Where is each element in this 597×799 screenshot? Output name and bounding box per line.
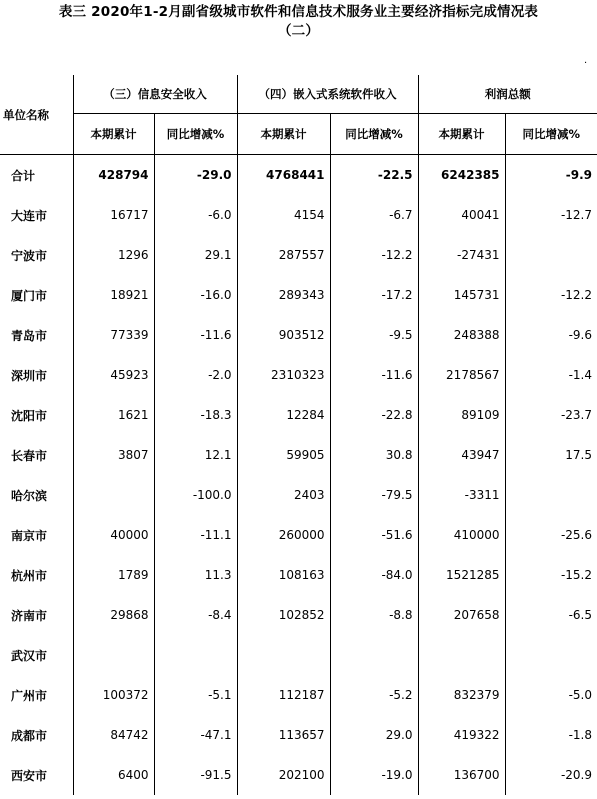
table-row bbox=[0, 555, 597, 595]
row-name: 合计 bbox=[0, 155, 73, 196]
cell-embedded-yoy: -9.5 bbox=[330, 315, 418, 355]
cell-security-current: 1789 bbox=[73, 555, 154, 595]
cell-profit-yoy: -6.5 bbox=[505, 595, 597, 635]
row-name: 广州市 bbox=[0, 675, 73, 715]
cell-security-current: 77339 bbox=[73, 315, 154, 355]
header-group-embedded: （四）嵌入式系统软件收入 bbox=[237, 75, 418, 114]
cell-profit-yoy: -9.6 bbox=[505, 315, 597, 355]
cell-security-current: 1296 bbox=[73, 235, 154, 275]
cell-embedded-yoy: -22.5 bbox=[330, 155, 418, 196]
cell-embedded-current: 12284 bbox=[237, 395, 330, 435]
cell-profit-yoy: 17.5 bbox=[505, 435, 597, 475]
cell-embedded-current: 287557 bbox=[237, 235, 330, 275]
cell-security-current: 18921 bbox=[73, 275, 154, 315]
header-group-security: （三）信息安全收入 bbox=[73, 75, 237, 114]
cell-profit-current: 419322 bbox=[418, 715, 505, 755]
cell-embedded-current: 113657 bbox=[237, 715, 330, 755]
cell-security-current: 16717 bbox=[73, 195, 154, 235]
cell-security-current: 45923 bbox=[73, 355, 154, 395]
cell-embedded-yoy: -12.2 bbox=[330, 235, 418, 275]
table-row bbox=[0, 515, 597, 555]
cell-security-yoy: -8.4 bbox=[154, 595, 237, 635]
cell-profit-current: 410000 bbox=[418, 515, 505, 555]
table-row bbox=[0, 475, 597, 515]
header-yoy: 同比增减% bbox=[505, 114, 597, 155]
row-name: 长春市 bbox=[0, 435, 73, 475]
title-line-2: （二） bbox=[277, 23, 320, 39]
cell-profit-yoy: -9.9 bbox=[505, 155, 597, 196]
cell-embedded-yoy: 29.0 bbox=[330, 715, 418, 755]
table-row bbox=[0, 235, 597, 275]
cell-profit-yoy: -23.7 bbox=[505, 395, 597, 435]
cell-security-yoy: 29.1 bbox=[154, 235, 237, 275]
cell-security-current: 29868 bbox=[73, 595, 154, 635]
cell-security-yoy: -91.5 bbox=[154, 755, 237, 795]
cell-profit-yoy: -5.0 bbox=[505, 675, 597, 715]
cell-profit-current: 145731 bbox=[418, 275, 505, 315]
cell-embedded-yoy: -51.6 bbox=[330, 515, 418, 555]
cell-security-yoy: -29.0 bbox=[154, 155, 237, 196]
cell-security-current: 428794 bbox=[73, 155, 154, 196]
table-body bbox=[0, 155, 597, 796]
row-name: 济南市 bbox=[0, 595, 73, 635]
table-row bbox=[0, 715, 597, 755]
cell-profit-current: 43947 bbox=[418, 435, 505, 475]
cell-security-current: 1621 bbox=[73, 395, 154, 435]
row-name: 大连市 bbox=[0, 195, 73, 235]
cell-profit-yoy: -15.2 bbox=[505, 555, 597, 595]
cell-embedded-current: 2310323 bbox=[237, 355, 330, 395]
header-current: 本期累计 bbox=[237, 114, 330, 155]
row-name: 南京市 bbox=[0, 515, 73, 555]
table-row bbox=[0, 155, 597, 196]
table-row bbox=[0, 395, 597, 435]
cell-profit-current: 40041 bbox=[418, 195, 505, 235]
header-yoy: 同比增减% bbox=[330, 114, 418, 155]
cell-embedded-current: 112187 bbox=[237, 675, 330, 715]
cell-security-yoy: -11.1 bbox=[154, 515, 237, 555]
cell-embedded-current: 289343 bbox=[237, 275, 330, 315]
cell-security-yoy: -100.0 bbox=[154, 475, 237, 515]
cell-security-yoy: 11.3 bbox=[154, 555, 237, 595]
cell-security-yoy: -6.0 bbox=[154, 195, 237, 235]
table-row bbox=[0, 355, 597, 395]
cell-embedded-yoy: -22.8 bbox=[330, 395, 418, 435]
cell-profit-current: 248388 bbox=[418, 315, 505, 355]
cell-profit-yoy: -20.9 bbox=[505, 755, 597, 795]
header-unit-name: 单位名称 bbox=[0, 75, 73, 155]
cell-profit-current: -3311 bbox=[418, 475, 505, 515]
cell-profit-current: 2178567 bbox=[418, 355, 505, 395]
cell-security-yoy: -47.1 bbox=[154, 715, 237, 755]
row-name: 厦门市 bbox=[0, 275, 73, 315]
cell-security-yoy: -18.3 bbox=[154, 395, 237, 435]
cell-embedded-current bbox=[237, 635, 330, 675]
cell-embedded-yoy: -17.2 bbox=[330, 275, 418, 315]
row-name: 青岛市 bbox=[0, 315, 73, 355]
cell-embedded-yoy: 30.8 bbox=[330, 435, 418, 475]
table-row bbox=[0, 435, 597, 475]
cell-profit-yoy bbox=[505, 475, 597, 515]
cell-profit-yoy bbox=[505, 235, 597, 275]
cell-embedded-yoy: -5.2 bbox=[330, 675, 418, 715]
cell-security-yoy: -16.0 bbox=[154, 275, 237, 315]
cell-embedded-yoy: -6.7 bbox=[330, 195, 418, 235]
cell-security-yoy: -2.0 bbox=[154, 355, 237, 395]
cell-security-current: 84742 bbox=[73, 715, 154, 755]
cell-profit-yoy: -1.4 bbox=[505, 355, 597, 395]
cell-embedded-current: 260000 bbox=[237, 515, 330, 555]
cell-profit-current: -27431 bbox=[418, 235, 505, 275]
cell-security-yoy: -5.1 bbox=[154, 675, 237, 715]
cell-embedded-current: 2403 bbox=[237, 475, 330, 515]
cell-embedded-yoy: -79.5 bbox=[330, 475, 418, 515]
indicator-table bbox=[0, 75, 597, 795]
row-name: 沈阳市 bbox=[0, 395, 73, 435]
cell-security-yoy: -11.6 bbox=[154, 315, 237, 355]
cell-embedded-current: 202100 bbox=[237, 755, 330, 795]
cell-security-current: 3807 bbox=[73, 435, 154, 475]
cell-security-current: 40000 bbox=[73, 515, 154, 555]
table-row bbox=[0, 755, 597, 795]
cell-profit-current: 136700 bbox=[418, 755, 505, 795]
cell-embedded-yoy: -11.6 bbox=[330, 355, 418, 395]
cell-embedded-current: 108163 bbox=[237, 555, 330, 595]
header-current: 本期累计 bbox=[418, 114, 505, 155]
table-row bbox=[0, 675, 597, 715]
table-row bbox=[0, 595, 597, 635]
cell-profit-yoy: -1.8 bbox=[505, 715, 597, 755]
table-row bbox=[0, 275, 597, 315]
row-name: 宁波市 bbox=[0, 235, 73, 275]
cell-security-current: 6400 bbox=[73, 755, 154, 795]
unit-mark: . bbox=[584, 55, 588, 66]
header-group-profit: 利润总额 bbox=[418, 75, 597, 114]
row-name: 哈尔滨 bbox=[0, 475, 73, 515]
cell-embedded-current: 4154 bbox=[237, 195, 330, 235]
cell-profit-current: 89109 bbox=[418, 395, 505, 435]
cell-profit-current bbox=[418, 635, 505, 675]
cell-security-current: 100372 bbox=[73, 675, 154, 715]
cell-embedded-current: 903512 bbox=[237, 315, 330, 355]
header-yoy: 同比增减% bbox=[154, 114, 237, 155]
cell-embedded-yoy: -84.0 bbox=[330, 555, 418, 595]
table-row bbox=[0, 315, 597, 355]
cell-security-current bbox=[73, 635, 154, 675]
cell-embedded-current: 102852 bbox=[237, 595, 330, 635]
cell-profit-current: 6242385 bbox=[418, 155, 505, 196]
cell-profit-current: 1521285 bbox=[418, 555, 505, 595]
cell-embedded-current: 4768441 bbox=[237, 155, 330, 196]
header-current: 本期累计 bbox=[73, 114, 154, 155]
cell-security-current bbox=[73, 475, 154, 515]
cell-embedded-current: 59905 bbox=[237, 435, 330, 475]
cell-embedded-yoy: -8.8 bbox=[330, 595, 418, 635]
cell-profit-yoy: -25.6 bbox=[505, 515, 597, 555]
cell-profit-current: 207658 bbox=[418, 595, 505, 635]
cell-embedded-yoy: -19.0 bbox=[330, 755, 418, 795]
cell-security-yoy bbox=[154, 635, 237, 675]
cell-profit-yoy: -12.7 bbox=[505, 195, 597, 235]
cell-profit-current: 832379 bbox=[418, 675, 505, 715]
cell-profit-yoy bbox=[505, 635, 597, 675]
table-title bbox=[0, 3, 597, 41]
title-line-1: 表三 2020年1-2月副省级城市软件和信息技术服务业主要经济指标完成情况表 bbox=[58, 4, 539, 20]
row-name: 杭州市 bbox=[0, 555, 73, 595]
row-name: 武汉市 bbox=[0, 635, 73, 675]
row-name: 深圳市 bbox=[0, 355, 73, 395]
cell-profit-yoy: -12.2 bbox=[505, 275, 597, 315]
row-name: 成都市 bbox=[0, 715, 73, 755]
table-row bbox=[0, 635, 597, 675]
table-row bbox=[0, 195, 597, 235]
row-name: 西安市 bbox=[0, 755, 73, 795]
cell-security-yoy: 12.1 bbox=[154, 435, 237, 475]
cell-embedded-yoy bbox=[330, 635, 418, 675]
